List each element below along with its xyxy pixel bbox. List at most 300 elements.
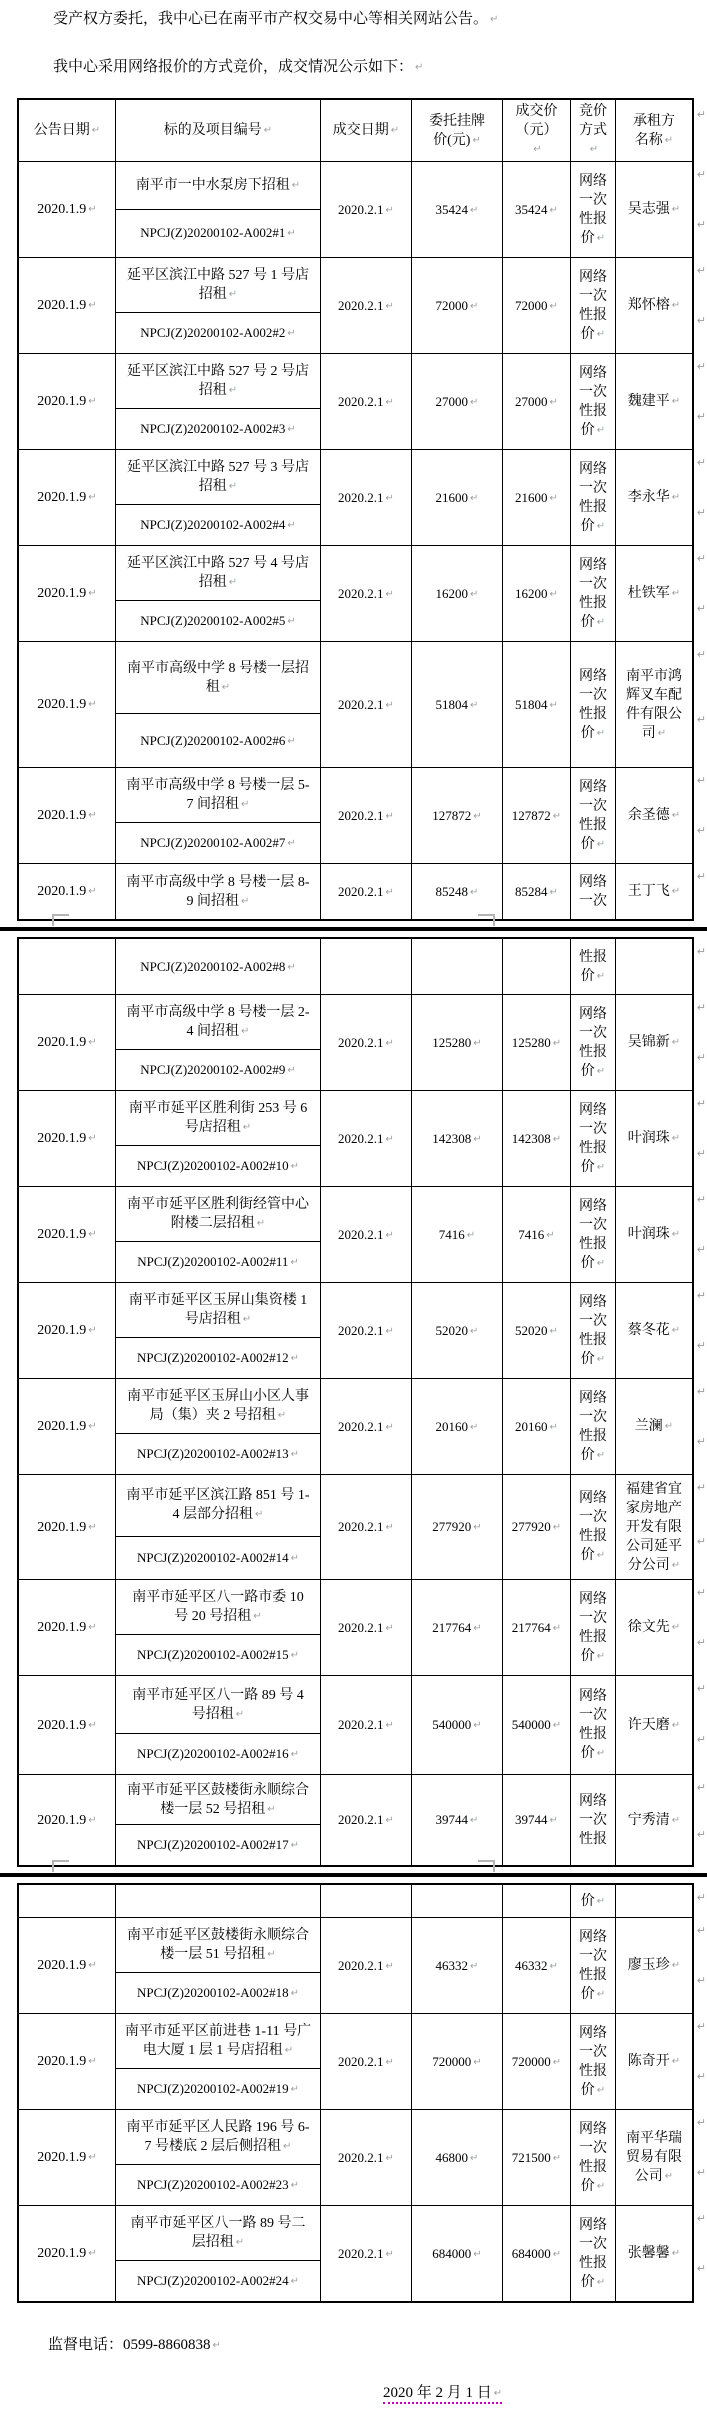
cell-text: 7416 ↵ — [518, 1225, 554, 1245]
cell-text: 72000 ↵ — [515, 296, 558, 316]
cell-text: 127872 ↵ — [432, 806, 481, 826]
cell-bid-method — [571, 1885, 616, 1917]
cell-tenant — [616, 2014, 692, 2109]
cell-text: 南平市延平区玉屏山小区人事局（集）夹 2 号招租 ↵ — [124, 1387, 312, 1425]
cell-text: 网络一次 — [579, 874, 607, 909]
cell-subject — [116, 450, 321, 545]
cell-text: 网络一次性报价 ↵ — [576, 268, 610, 344]
cell-bid-method — [571, 768, 616, 863]
cell-text: 2020.2.1 ↵ — [338, 1033, 394, 1053]
cell-tenant — [616, 1580, 692, 1675]
subject-name — [116, 450, 320, 505]
cell-text: NPCJ(Z)20200102-A002#7 ↵ — [140, 833, 296, 853]
paragraph-mark-icon: ↵ — [696, 713, 706, 726]
paragraph-mark-icon: ↵ — [696, 2262, 706, 2275]
cell-deal-price — [503, 1187, 571, 1282]
cell-tenant — [616, 2110, 692, 2205]
paragraph-mark-icon: ↵ — [696, 506, 706, 519]
cell-text: 20160 ↵ — [515, 1417, 558, 1437]
cell-deal-price — [503, 768, 571, 863]
cell-bid-method — [571, 1475, 616, 1579]
cell-text: 价 ↵ — [581, 1892, 605, 1911]
project-code — [116, 1338, 320, 1378]
cell-text: NPCJ(Z)20200102-A002#11 ↵ — [137, 1252, 299, 1272]
cell-text: 南平市延平区玉屏山集资楼 1 号店招租 ↵ — [124, 1291, 312, 1329]
cell-deal-price — [503, 1775, 571, 1865]
paragraph-mark-icon: ↵ — [696, 2021, 706, 2033]
cell-text: 2020.2.1 ↵ — [338, 392, 394, 412]
cell-tenant — [616, 1676, 692, 1774]
cell-deal-date — [321, 1475, 412, 1579]
table-row — [19, 1676, 706, 1775]
col-header-subject: 标的及项目编号 ↵ — [116, 100, 321, 161]
cell-text: 南平市延平区八一路市委 10 号 20 号招租 ↵ — [124, 1588, 312, 1626]
subject-name — [116, 2014, 320, 2069]
cell-text: NPCJ(Z)20200102-A002#3 ↵ — [140, 419, 296, 439]
cell-text: NPCJ(Z)20200102-A002#23 ↵ — [137, 2175, 299, 2195]
paragraph-mark-icon: ↵ — [696, 1683, 706, 1695]
page-margin-mark-icon — [52, 914, 69, 926]
cell-text: 2020.1.9 ↵ — [37, 2244, 96, 2263]
cell-text: 2020.2.1 ↵ — [338, 1810, 394, 1830]
project-code — [116, 505, 320, 545]
cell-deal-price — [503, 2014, 571, 2109]
cell-text: 720000 ↵ — [432, 2052, 481, 2072]
project-code — [116, 1635, 320, 1675]
cell-announce-date — [19, 1187, 116, 1282]
paragraph-mark-icon: ↵ — [696, 1734, 706, 1746]
cell-text: 南平市延平区八一路 89 号二层招租 ↵ — [124, 2214, 312, 2252]
subject-name — [116, 2110, 320, 2165]
cell-bid-method — [571, 1283, 616, 1378]
subject-name — [116, 995, 320, 1050]
cell-text: 2020.2.1 ↵ — [338, 488, 394, 508]
cell-announce-date — [19, 1885, 116, 1917]
cell-text: 2020.1.9 ↵ — [37, 1321, 96, 1340]
intro-paragraph-1 — [20, 0, 693, 30]
page-margin-mark-icon — [478, 1860, 495, 1872]
cell-text: NPCJ(Z)20200102-A002#13 ↵ — [137, 1444, 299, 1464]
cell-text: 684000 ↵ — [432, 2244, 481, 2264]
paragraph-mark-icon: ↵ — [696, 946, 706, 958]
cell-text: 2020.2.1 ↵ — [338, 882, 394, 902]
results-table-segment-2 — [17, 937, 706, 1867]
cell-listing-price — [412, 2110, 503, 2205]
cell-text: 南平市高级中学 8 号楼一层 5-7 间招租 ↵ — [124, 776, 312, 814]
cell-text: 网络一次性报价 ↵ — [576, 1293, 610, 1369]
cell-text: 陈奇开 ↵ — [628, 2052, 680, 2071]
paragraph-mark-icon: ↵ — [696, 1925, 706, 1937]
paragraph-mark-icon: ↵ — [696, 1782, 706, 1794]
cell-text: 余圣德 ↵ — [628, 806, 680, 825]
subject-name — [116, 1187, 320, 1242]
paragraph-mark-icon: ↵ — [696, 1974, 706, 1987]
cell-text: 2020.1.9 ↵ — [37, 1225, 96, 1244]
project-code — [116, 1825, 320, 1865]
cell-text: 2020.1.9 ↵ — [37, 488, 96, 507]
cell-subject — [116, 864, 321, 919]
cell-text: 52020 ↵ — [515, 1321, 558, 1341]
cell-announce-date — [19, 939, 116, 994]
cell-text: 142308 ↵ — [432, 1129, 481, 1149]
table-row — [19, 864, 706, 919]
cell-text: 2020.2.1 ↵ — [338, 200, 394, 220]
cell-listing-price — [412, 1091, 503, 1186]
cell-text: 2020.1.9 ↵ — [37, 1618, 96, 1637]
cell-text: 39744 ↵ — [436, 1810, 479, 1830]
cell-announce-date — [19, 450, 116, 545]
cell-bid-method — [571, 642, 616, 767]
cell-text: NPCJ(Z)20200102-A002#16 ↵ — [137, 1744, 299, 1764]
cell-listing-price — [412, 162, 503, 257]
cell-deal-date — [321, 1580, 412, 1675]
project-code — [116, 714, 320, 767]
cell-listing-price — [412, 1379, 503, 1474]
page-margin-mark-icon — [52, 1860, 69, 1872]
cell-deal-date — [321, 1091, 412, 1186]
cell-text: 46332 ↵ — [436, 1956, 479, 1976]
cell-text: NPCJ(Z)20200102-A002#2 ↵ — [140, 323, 296, 343]
cell-text: 网络一次性报价 ↵ — [576, 1687, 610, 1763]
cell-text: 2020.2.1 ↵ — [338, 2052, 394, 2072]
project-code — [116, 1242, 320, 1282]
cell-deal-date — [321, 939, 412, 994]
subject-name — [116, 354, 320, 409]
cell-text: 721500 ↵ — [512, 2148, 561, 2168]
cell-text: 2020.1.9 ↵ — [37, 200, 96, 219]
cell-text: NPCJ(Z)20200102-A002#5 ↵ — [140, 611, 296, 631]
cell-text: 南平市延平区滨江路 851 号 1-4 层部分招租 ↵ — [124, 1486, 312, 1524]
cell-deal-price — [503, 864, 571, 919]
cell-text: 217764 ↵ — [512, 1618, 561, 1638]
cell-text: 性报价 ↵ — [576, 948, 610, 986]
cell-text: 85248 ↵ — [436, 882, 479, 902]
cell-listing-price — [412, 1580, 503, 1675]
cell-subject — [116, 1091, 321, 1186]
subject-name — [116, 1580, 320, 1635]
table-row — [19, 354, 706, 450]
project-code — [116, 1734, 320, 1774]
paragraph-mark-icon: ↵ — [696, 169, 706, 181]
cell-text: NPCJ(Z)20200102-A002#4 ↵ — [140, 515, 296, 535]
cell-bid-method — [571, 1918, 616, 2013]
cell-bid-method — [571, 939, 616, 994]
intro-paragraph-2 — [20, 57, 693, 78]
cell-text: 85284 ↵ — [515, 882, 558, 902]
cell-listing-price — [412, 1475, 503, 1579]
cell-announce-date — [19, 2110, 116, 2205]
cell-text: 2020.1.9 ↵ — [37, 2148, 96, 2167]
cell-announce-date — [19, 642, 116, 767]
cell-subject — [116, 1580, 321, 1675]
paragraph-mark-icon: ↵ — [696, 314, 706, 327]
cell-text: 南平市鸿辉叉车配件有限公司 ↵ — [625, 667, 683, 743]
table-row — [19, 939, 706, 995]
paragraph-mark-icon: ↵ — [696, 265, 706, 277]
cell-text: 39744 ↵ — [515, 1810, 558, 1830]
cell-text: 2020.2.1 ↵ — [338, 584, 394, 604]
cell-tenant — [616, 1775, 692, 1865]
cell-text: NPCJ(Z)20200102-A002#19 ↵ — [137, 2079, 299, 2099]
cell-deal-date — [321, 1187, 412, 1282]
paragraph-mark-icon: ↵ — [696, 775, 706, 787]
paragraph-mark-icon: ↵ — [696, 1339, 706, 1352]
cell-bid-method — [571, 2110, 616, 2205]
project-code — [116, 2165, 320, 2205]
cell-text: 2020.2.1 ↵ — [338, 1225, 394, 1245]
cell-subject — [116, 162, 321, 257]
cell-subject — [116, 546, 321, 641]
cell-subject — [116, 1918, 321, 2013]
cell-text: 2020.2.1 ↵ — [338, 1129, 394, 1149]
project-code — [116, 601, 320, 641]
cell-listing-price — [412, 258, 503, 353]
cell-text: 蔡冬花 ↵ — [628, 1321, 680, 1340]
cell-announce-date — [19, 1379, 116, 1474]
cell-text: 217764 ↵ — [432, 1618, 481, 1638]
cell-announce-date — [19, 258, 116, 353]
subject-name — [116, 162, 320, 210]
cell-tenant — [616, 642, 692, 767]
cell-subject — [116, 995, 321, 1090]
page-margin-mark-icon — [478, 914, 495, 926]
col-header-listing-price: 委托挂牌价(元) ↵ — [412, 100, 503, 161]
results-table-segment-1 — [17, 98, 706, 921]
cell-bid-method — [571, 1775, 616, 1865]
cell-text: 南平市一中水泵房下招租 ↵ — [136, 176, 300, 195]
cell-text: 127872 ↵ — [512, 806, 561, 826]
paragraph-mark-icon: ↵ — [696, 1098, 706, 1110]
cell-deal-price — [503, 162, 571, 257]
cell-tenant — [616, 1379, 692, 1474]
cell-text: 网络一次性报价 ↵ — [576, 1389, 610, 1465]
cell-deal-price — [503, 258, 571, 353]
cell-text: 2020.2.1 ↵ — [338, 1517, 394, 1537]
cell-deal-price — [503, 1580, 571, 1675]
cell-deal-price — [503, 1091, 571, 1186]
cell-text: 叶润珠 ↵ — [628, 1225, 680, 1244]
project-code — [116, 1050, 320, 1090]
cell-bid-method — [571, 162, 616, 257]
cell-text: 2020.2.1 ↵ — [338, 1417, 394, 1437]
cell-tenant — [616, 162, 692, 257]
cell-tenant — [616, 768, 692, 863]
cell-subject — [116, 2110, 321, 2205]
paragraph-mark-icon: ↵ — [696, 1892, 706, 1904]
subject-name — [116, 1091, 320, 1146]
cell-text: 7416 ↵ — [439, 1225, 475, 1245]
cell-text: 2020.1.9 ↵ — [37, 296, 96, 315]
cell-subject — [116, 1676, 321, 1774]
page-break-line-1 — [0, 927, 707, 931]
project-code — [116, 210, 320, 258]
cell-announce-date — [19, 768, 116, 863]
project-code — [116, 2261, 320, 2301]
cell-text: NPCJ(Z)20200102-A002#15 ↵ — [137, 1645, 299, 1665]
cell-text: 2020.1.9 ↵ — [37, 1129, 96, 1148]
cell-bid-method — [571, 2014, 616, 2109]
cell-text: 张馨馨 ↵ — [628, 2244, 680, 2263]
table-row — [19, 162, 706, 258]
cell-bid-method — [571, 258, 616, 353]
subject-name — [116, 1676, 320, 1734]
table-row — [19, 546, 706, 642]
cell-deal-price — [503, 546, 571, 641]
paragraph-mark-icon: ↵ — [696, 1290, 706, 1302]
cell-text: 277920 ↵ — [512, 1517, 561, 1537]
cell-deal-price — [503, 939, 571, 994]
cell-text: 2020.1.9 ↵ — [37, 1956, 96, 1975]
cell-text: 720000 ↵ — [512, 2052, 561, 2072]
cell-text: 南平市延平区胜利街经管中心附楼二层招租 ↵ — [124, 1195, 312, 1233]
cell-tenant — [616, 546, 692, 641]
cell-text: 277920 ↵ — [432, 1517, 481, 1537]
table-row — [19, 1580, 706, 1676]
table-row — [19, 2206, 706, 2301]
cell-text: 南平市高级中学 8 号楼一层招租 ↵ — [124, 659, 312, 697]
table-row — [19, 1918, 706, 2014]
cell-text: 南平市延平区鼓楼街永顺综合楼一层 51 号招租 ↵ — [124, 1926, 312, 1964]
cell-text: 网络一次性报价 ↵ — [576, 1590, 610, 1666]
cell-text: 72000 ↵ — [436, 296, 479, 316]
cell-announce-date — [19, 2206, 116, 2301]
cell-deal-price — [503, 642, 571, 767]
cell-text: 延平区滨江中路 527 号 1 号店招租 ↵ — [124, 266, 312, 304]
cell-deal-price — [503, 1885, 571, 1917]
table-row — [19, 2014, 706, 2110]
cell-tenant — [616, 864, 692, 919]
project-code — [116, 1434, 320, 1474]
cell-text: NPCJ(Z)20200102-A002#17 ↵ — [137, 1835, 299, 1855]
cell-announce-date — [19, 354, 116, 449]
paragraph-mark-icon: ↵ — [696, 1482, 706, 1494]
cell-text: 南平华瑞贸易有限公司 ↵ — [625, 2129, 683, 2186]
cell-deal-price — [503, 354, 571, 449]
cell-text: 125280 ↵ — [512, 1033, 561, 1053]
cell-deal-date — [321, 1379, 412, 1474]
cell-tenant — [616, 995, 692, 1090]
cell-text: 王丁飞 ↵ — [628, 882, 680, 901]
cell-subject — [116, 354, 321, 449]
subject-name — [116, 1918, 320, 1973]
cell-deal-date — [321, 354, 412, 449]
cell-listing-price — [412, 1885, 503, 1917]
cell-text: 南平市高级中学 8 号楼一层 8-9 间招租 ↵ — [124, 873, 312, 911]
cell-deal-date — [321, 162, 412, 257]
paragraph-mark-icon: ↵ — [696, 2070, 706, 2083]
cell-text: 网络一次性报价 ↵ — [576, 667, 610, 743]
cell-announce-date — [19, 2014, 116, 2109]
cell-text: 网络一次性报价 ↵ — [576, 1928, 610, 2004]
cell-deal-price — [503, 2206, 571, 2301]
cell-announce-date — [19, 1580, 116, 1675]
cell-subject — [116, 1475, 321, 1579]
cell-announce-date — [19, 162, 116, 257]
cell-tenant — [616, 1091, 692, 1186]
paragraph-mark-icon: ↵ — [696, 1386, 706, 1398]
cell-deal-date — [321, 768, 412, 863]
project-code — [116, 939, 320, 994]
cell-listing-price — [412, 768, 503, 863]
cell-text: 网络一次性报价 ↵ — [576, 1489, 610, 1565]
cell-subject — [116, 1187, 321, 1282]
cell-text: 2020.2.1 ↵ — [338, 2244, 394, 2264]
intro-line-1: 受产权方委托，我中心已在南平市产权交易中心等相关网站公告。 ↵ — [53, 11, 498, 27]
paragraph-mark-icon: ↵ — [696, 1636, 706, 1649]
cell-subject — [116, 1283, 321, 1378]
cell-tenant — [616, 450, 692, 545]
cell-text: 延平区滨江中路 527 号 4 号店招租 ↵ — [124, 554, 312, 592]
cell-bid-method — [571, 1187, 616, 1282]
cell-tenant — [616, 354, 692, 449]
cell-text: 廖玉珍 ↵ — [628, 1956, 680, 1975]
cell-subject — [116, 2206, 321, 2301]
cell-deal-price — [503, 1379, 571, 1474]
cell-announce-date — [19, 995, 116, 1090]
paragraph-mark-icon: ↵ — [696, 1435, 706, 1448]
subject-name — [116, 258, 320, 313]
subject-name — [116, 1379, 320, 1434]
paragraph-mark-icon: ↵ — [696, 1587, 706, 1599]
cell-listing-price — [412, 1775, 503, 1865]
table-row — [19, 1885, 706, 1918]
cell-text: 吴志强 ↵ — [628, 200, 680, 219]
cell-bid-method — [571, 1091, 616, 1186]
cell-text: 许天磨 ↵ — [628, 1716, 680, 1735]
table-row — [19, 1775, 706, 1865]
cell-bid-method — [571, 1580, 616, 1675]
cell-announce-date — [19, 1918, 116, 2013]
table-row — [19, 1283, 706, 1379]
cell-text: 52020 ↵ — [436, 1321, 479, 1341]
cell-text: 南平市延平区鼓楼街永顺综合楼一层 52 号招租 ↵ — [124, 1781, 312, 1819]
cell-deal-date — [321, 2014, 412, 2109]
cell-announce-date — [19, 864, 116, 919]
cell-text: 2020.2.1 ↵ — [338, 1321, 394, 1341]
cell-bid-method — [571, 1379, 616, 1474]
table-row — [19, 1379, 706, 1475]
project-code — [116, 1146, 320, 1186]
project-code — [116, 313, 320, 353]
cell-deal-date — [321, 450, 412, 545]
subject-name — [116, 1475, 320, 1537]
cell-text: 网络一次性报价 ↵ — [576, 172, 610, 248]
paragraph-mark-icon: ↵ — [696, 1829, 706, 1841]
table-row — [19, 768, 706, 864]
cell-text: 51804 ↵ — [436, 695, 479, 715]
col-header-announce-date: 公告日期 ↵ — [19, 100, 116, 161]
paragraph-mark-icon: ↵ — [696, 1243, 706, 1256]
paragraph-mark-icon: ↵ — [696, 824, 706, 837]
cell-text: 27000 ↵ — [515, 392, 558, 412]
cell-text: 南平市延平区人民路 196 号 6-7 号楼底 2 层后侧招租 ↵ — [124, 2118, 312, 2156]
cell-text: 吴锦新 ↵ — [628, 1033, 680, 1052]
paragraph-mark-icon: ↵ — [696, 361, 706, 373]
project-code — [116, 1973, 320, 2013]
paragraph-mark-icon: ↵ — [696, 602, 706, 615]
cell-text: 46800 ↵ — [436, 2148, 479, 2168]
cell-tenant — [616, 2206, 692, 2301]
table-row — [19, 258, 706, 354]
cell-bid-method — [571, 354, 616, 449]
cell-deal-date — [321, 258, 412, 353]
cell-text: 兰澜 ↵ — [635, 1417, 673, 1436]
cell-tenant — [616, 1475, 692, 1579]
cell-listing-price — [412, 995, 503, 1090]
subject-name — [116, 1775, 320, 1825]
cell-deal-date — [321, 1775, 412, 1865]
cell-text: 南平市延平区胜利街 253 号 6 号店招租 ↵ — [124, 1099, 312, 1137]
